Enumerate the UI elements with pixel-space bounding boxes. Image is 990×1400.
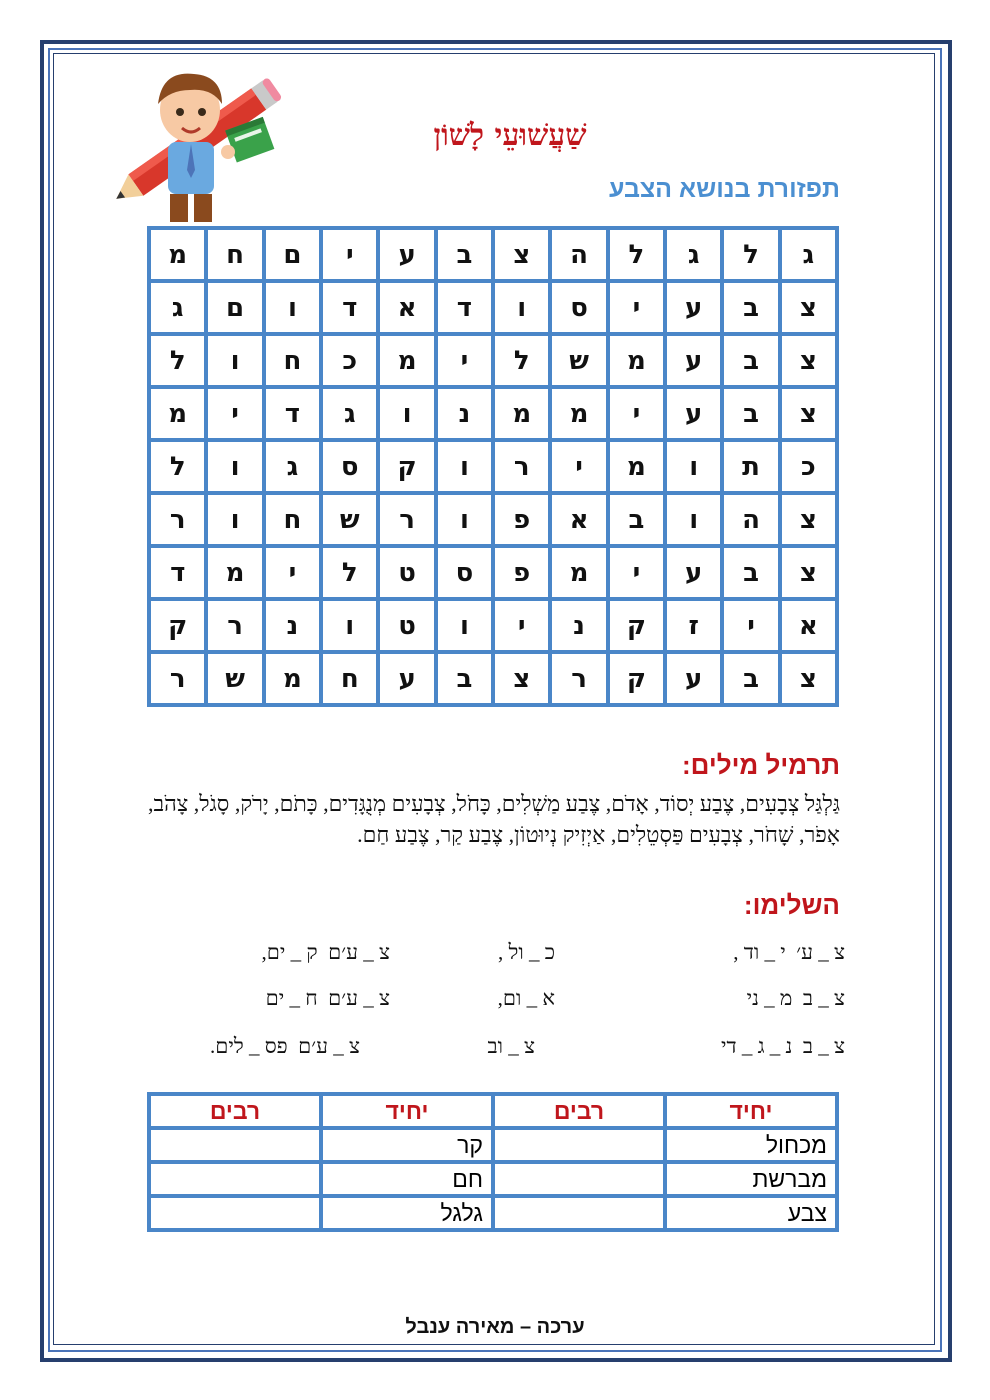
singular-cell: צבע [665, 1196, 837, 1230]
grid-letter-cell[interactable]: ט [378, 546, 435, 599]
puzzle-subtitle: תפזורת בנושא הצבע [609, 175, 840, 203]
grid-row [149, 493, 837, 546]
grid-letter-cell[interactable]: ח [264, 493, 321, 546]
grid-letter-cell[interactable]: ב [608, 493, 665, 546]
grid-letter-cell[interactable]: ג [149, 281, 206, 334]
grid-letter-cell[interactable]: י [608, 546, 665, 599]
grid-letter-cell[interactable]: ל [321, 546, 378, 599]
fill-in-item: א _ ום, [497, 986, 555, 1010]
grid-letter-cell[interactable]: ד [264, 387, 321, 440]
grid-letter-cell[interactable]: ג [264, 440, 321, 493]
header-singular: יחיד [665, 1094, 837, 1128]
grid-letter-cell[interactable]: מ [206, 546, 263, 599]
table-row [149, 1128, 837, 1162]
grid-letter-cell[interactable]: ד [321, 281, 378, 334]
fill-in-item: צ _ ב נ _ ג _ די [721, 1034, 845, 1058]
plural-answer-cell[interactable] [493, 1128, 665, 1162]
grid-row [149, 546, 837, 599]
grid-letter-cell[interactable]: נ [550, 599, 607, 652]
grid-letter-cell[interactable]: ו [665, 493, 722, 546]
grid-letter-cell[interactable]: ח [264, 334, 321, 387]
grid-letter-cell[interactable]: ו [436, 493, 493, 546]
grid-letter-cell[interactable]: פ [493, 546, 550, 599]
grid-letter-cell[interactable]: מ [493, 387, 550, 440]
fill-in-item: צ _ ע׳ י _ וד , [733, 940, 845, 964]
singular-cell: חם [321, 1162, 493, 1196]
grid-letter-cell[interactable]: ג [665, 228, 722, 281]
grid-row [149, 599, 837, 652]
grid-letter-cell[interactable]: ע [665, 652, 722, 705]
grid-letter-cell[interactable]: ב [436, 652, 493, 705]
grid-letter-cell[interactable]: מ [264, 652, 321, 705]
grid-letter-cell[interactable]: ו [206, 334, 263, 387]
grid-letter-cell[interactable]: ל [149, 334, 206, 387]
grid-letter-cell[interactable]: ש [550, 334, 607, 387]
plural-answer-cell[interactable] [149, 1196, 321, 1230]
grid-letter-cell[interactable]: ח [321, 652, 378, 705]
fill-in-row [145, 940, 845, 970]
grid-letter-cell[interactable]: ק [378, 440, 435, 493]
grid-letter-cell[interactable]: ו [378, 387, 435, 440]
grid-letter-cell[interactable]: ר [493, 440, 550, 493]
grid-letter-cell[interactable]: ר [550, 652, 607, 705]
grid-letter-cell[interactable]: כ [321, 334, 378, 387]
grid-letter-cell[interactable]: ד [149, 546, 206, 599]
header-plural: רבים [149, 1094, 321, 1128]
grid-letter-cell[interactable]: ז [665, 599, 722, 652]
grid-letter-cell[interactable]: י [608, 387, 665, 440]
grid-letter-cell[interactable]: ב [722, 281, 779, 334]
grid-letter-cell[interactable]: ע [665, 334, 722, 387]
boy-with-pencil-illustration [112, 60, 292, 230]
singular-cell: גלגל [321, 1196, 493, 1230]
grid-letter-cell[interactable]: א [550, 493, 607, 546]
fill-in-row [145, 1034, 845, 1064]
grid-letter-cell[interactable]: ס [436, 546, 493, 599]
grid-letter-cell[interactable]: ר [206, 599, 263, 652]
fill-in-item: צ _ ב מ _ ני [746, 986, 845, 1010]
grid-letter-cell[interactable]: ב [722, 652, 779, 705]
grid-letter-cell[interactable]: נ [264, 599, 321, 652]
fill-in-item: צ _ ע׳ם פס _ לים. [210, 1034, 360, 1058]
grid-letter-cell[interactable]: ק [608, 599, 665, 652]
grid-row [149, 281, 837, 334]
grid-letter-cell[interactable]: ם [264, 228, 321, 281]
table-row [149, 1196, 837, 1230]
grid-letter-cell[interactable]: א [780, 599, 837, 652]
grid-letter-cell[interactable]: ג [321, 387, 378, 440]
grid-letter-cell[interactable]: מ [550, 546, 607, 599]
grid-letter-cell[interactable]: ע [378, 652, 435, 705]
grid-letter-cell[interactable]: י [436, 334, 493, 387]
grid-letter-cell[interactable]: ו [206, 493, 263, 546]
grid-letter-cell[interactable]: ה [722, 493, 779, 546]
grid-letter-cell[interactable]: ו [436, 599, 493, 652]
grid-letter-cell[interactable]: ש [321, 493, 378, 546]
grid-letter-cell[interactable]: ר [149, 493, 206, 546]
plural-answer-cell[interactable] [493, 1196, 665, 1230]
grid-letter-cell[interactable]: צ [780, 652, 837, 705]
grid-letter-cell[interactable]: מ [149, 387, 206, 440]
header-plural: רבים [493, 1094, 665, 1128]
grid-letter-cell[interactable]: ל [608, 228, 665, 281]
grid-letter-cell[interactable]: י [493, 599, 550, 652]
grid-letter-cell[interactable]: ר [378, 493, 435, 546]
grid-letter-cell[interactable]: ם [206, 281, 263, 334]
grid-row [149, 387, 837, 440]
grid-letter-cell[interactable]: ו [436, 440, 493, 493]
grid-letter-cell[interactable]: כ [780, 440, 837, 493]
plural-answer-cell[interactable] [149, 1128, 321, 1162]
singular-cell: קר [321, 1128, 493, 1162]
plural-answer-cell[interactable] [493, 1162, 665, 1196]
fill-in-item: צ _ ע׳ם ח _ ים [265, 986, 390, 1010]
fill-in-title: השלימו: [743, 890, 840, 920]
grid-letter-cell[interactable]: ה [550, 228, 607, 281]
grid-letter-cell[interactable]: צ [780, 387, 837, 440]
grid-letter-cell[interactable]: א [378, 281, 435, 334]
grid-letter-cell[interactable]: ל [149, 440, 206, 493]
grid-letter-cell[interactable]: ו [665, 440, 722, 493]
grid-letter-cell[interactable]: ב [436, 228, 493, 281]
grid-letter-cell[interactable]: ס [550, 281, 607, 334]
grid-letter-cell[interactable]: ד [436, 281, 493, 334]
grid-letter-cell[interactable]: י [550, 440, 607, 493]
word-search-grid [147, 226, 839, 707]
singular-plural-table [147, 1092, 839, 1232]
grid-letter-cell[interactable]: י [206, 387, 263, 440]
grid-letter-cell[interactable]: ר [149, 652, 206, 705]
grid-letter-cell[interactable]: י [608, 281, 665, 334]
grid-row [149, 652, 837, 705]
grid-letter-cell[interactable]: מ [378, 334, 435, 387]
singular-cell: מברשת [665, 1162, 837, 1196]
grid-letter-cell[interactable]: ש [206, 652, 263, 705]
grid-letter-cell[interactable]: ע [665, 387, 722, 440]
grid-letter-cell[interactable]: ע [378, 228, 435, 281]
grid-letter-cell[interactable]: ע [665, 546, 722, 599]
author-credit: ערכה – מאירה ענבל [405, 1316, 585, 1338]
grid-letter-cell[interactable]: צ [780, 281, 837, 334]
grid-letter-cell[interactable]: ו [493, 281, 550, 334]
grid-letter-cell[interactable]: ל [493, 334, 550, 387]
word-bank-text: גַּלְגַּל צְבָעִים, צֶבַע יְסוֹד, אָדֹם, צֶבַע מַשְׁלִים, כָּחֹל, צְבָעִים מְנֻגָּדִים, כָּתֹם, יָרֹק, סָגֹל, צָהֹב, אָפֹר, שָׁחֹר, צְבָעִים פַּסְטֵלִים, אַיְזִיק נְיוּטוֹן, צֶבַע קַר, צֶבַע חַם. [147, 791, 840, 847]
grid-letter-cell[interactable]: י [264, 546, 321, 599]
fill-in-item: צ _ וב [487, 1034, 535, 1058]
grid-letter-cell[interactable]: ס [321, 440, 378, 493]
grid-letter-cell[interactable]: י [722, 599, 779, 652]
grid-letter-cell[interactable]: צ [780, 493, 837, 546]
grid-letter-cell[interactable]: צ [780, 334, 837, 387]
grid-letter-cell[interactable]: צ [493, 652, 550, 705]
grid-letter-cell[interactable]: י [321, 228, 378, 281]
header-singular: יחיד [321, 1094, 493, 1128]
grid-letter-cell[interactable]: מ [608, 334, 665, 387]
grid-letter-cell[interactable]: ב [722, 546, 779, 599]
page-title: שַׁעֲשׁוּעֵי לָשׁוֹן [433, 118, 587, 153]
grid-letter-cell[interactable]: צ [780, 546, 837, 599]
grid-letter-cell[interactable]: ו [206, 440, 263, 493]
grid-letter-cell[interactable]: ו [321, 599, 378, 652]
grid-letter-cell[interactable]: פ [493, 493, 550, 546]
grid-row [149, 440, 837, 493]
grid-row [149, 228, 837, 281]
grid-letter-cell[interactable]: צ [493, 228, 550, 281]
grid-letter-cell[interactable]: ב [722, 334, 779, 387]
grid-letter-cell[interactable]: ע [665, 281, 722, 334]
singular-cell: מכחול [665, 1128, 837, 1162]
grid-letter-cell[interactable]: מ [149, 228, 206, 281]
plural-answer-cell[interactable] [149, 1162, 321, 1196]
fill-in-row [145, 986, 845, 1016]
grid-letter-cell[interactable]: ח [206, 228, 263, 281]
grid-letter-cell[interactable]: ת [722, 440, 779, 493]
grid-letter-cell[interactable]: ב [722, 387, 779, 440]
grid-letter-cell[interactable]: מ [608, 440, 665, 493]
grid-letter-cell[interactable]: ו [264, 281, 321, 334]
grid-row [149, 334, 837, 387]
fill-in-item: כ _ ול , [498, 940, 555, 964]
table-row [149, 1162, 837, 1196]
grid-letter-cell[interactable]: ט [378, 599, 435, 652]
grid-letter-cell[interactable]: מ [550, 387, 607, 440]
word-bank-title: תרמיל מילים: [682, 750, 840, 780]
grid-letter-cell[interactable]: ק [149, 599, 206, 652]
fill-in-item: צ _ ע׳ם ק _ ים, [261, 940, 390, 964]
grid-letter-cell[interactable]: ג [780, 228, 837, 281]
grid-letter-cell[interactable]: ל [722, 228, 779, 281]
grid-letter-cell[interactable]: ק [608, 652, 665, 705]
grid-letter-cell[interactable]: נ [436, 387, 493, 440]
